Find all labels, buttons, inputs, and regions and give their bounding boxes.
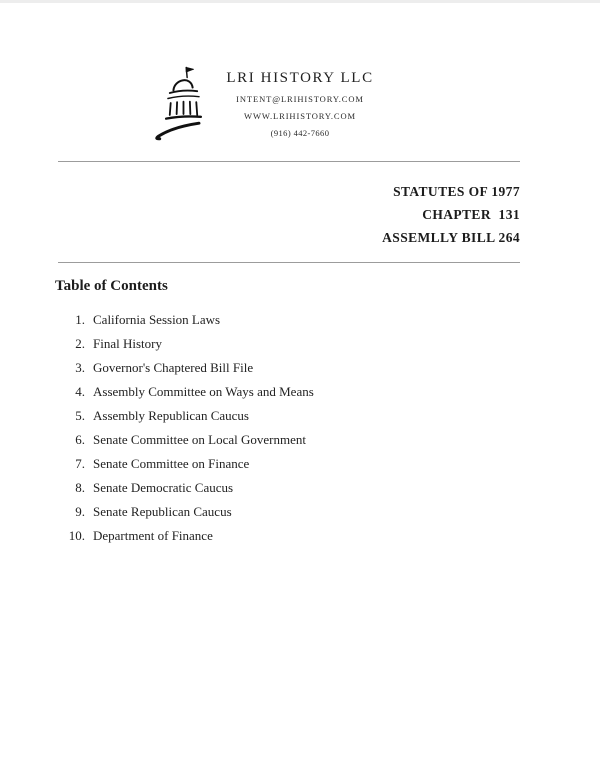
- toc-item-number: 10.: [68, 528, 85, 543]
- statutes-line: STATUTES OF 1977: [393, 184, 520, 199]
- toc-item-label: Governor's Chaptered Bill File: [93, 360, 254, 375]
- toc-item-label: Senate Democratic Caucus: [93, 480, 234, 495]
- toc-title: Table of Contents: [55, 278, 168, 294]
- toc-item-number: 9.: [75, 504, 85, 519]
- toc-item-number: 4.: [75, 384, 85, 399]
- toc-item-label: Assembly Committee on Ways and Means: [93, 384, 314, 399]
- toc-item: [0, 380, 600, 404]
- email-text: INTENT@LRIHISTORY.COM: [236, 94, 364, 104]
- toc-item-number: 8.: [75, 480, 85, 495]
- bill-line: ASSEMLLY BILL 264: [382, 230, 520, 245]
- toc-item-number: 2.: [75, 336, 85, 351]
- toc-item: [0, 500, 600, 524]
- toc-item-number: 3.: [75, 360, 85, 375]
- document-info-block: [0, 180, 600, 249]
- toc-item: [0, 428, 600, 452]
- toc-item-label: Senate Committee on Local Government: [93, 432, 306, 447]
- toc-list: [0, 308, 600, 548]
- phone-text: (916) 442-7660: [270, 128, 330, 138]
- toc-item: [0, 452, 600, 476]
- toc-item: [0, 332, 600, 356]
- toc-item-label: Department of Finance: [93, 528, 213, 543]
- divider-top: [58, 161, 520, 162]
- toc-item: [0, 356, 600, 380]
- letterhead: [0, 0, 600, 161]
- toc-item-number: 7.: [75, 456, 85, 471]
- toc-item: [0, 404, 600, 428]
- company-name: LRI HISTORY LLC: [226, 70, 374, 86]
- website-text: WWW.LRIHISTORY.COM: [244, 111, 356, 121]
- divider-bottom: [58, 262, 520, 263]
- toc-item-label: Assembly Republican Caucus: [93, 408, 249, 423]
- toc-item: [0, 524, 600, 548]
- contact-block: [0, 70, 600, 138]
- toc-item-label: Senate Committee on Finance: [93, 456, 250, 471]
- toc-item: [0, 476, 600, 500]
- toc-item: [0, 308, 600, 332]
- toc-item-label: Final History: [93, 336, 162, 351]
- chapter-line: CHAPTER 131: [422, 207, 520, 222]
- toc-item-number: 1.: [75, 312, 85, 327]
- toc-item-number: 6.: [75, 432, 85, 447]
- toc-item-label: Senate Republican Caucus: [93, 504, 232, 519]
- toc-item-number: 5.: [75, 408, 85, 423]
- toc-item-label: California Session Laws: [93, 312, 221, 327]
